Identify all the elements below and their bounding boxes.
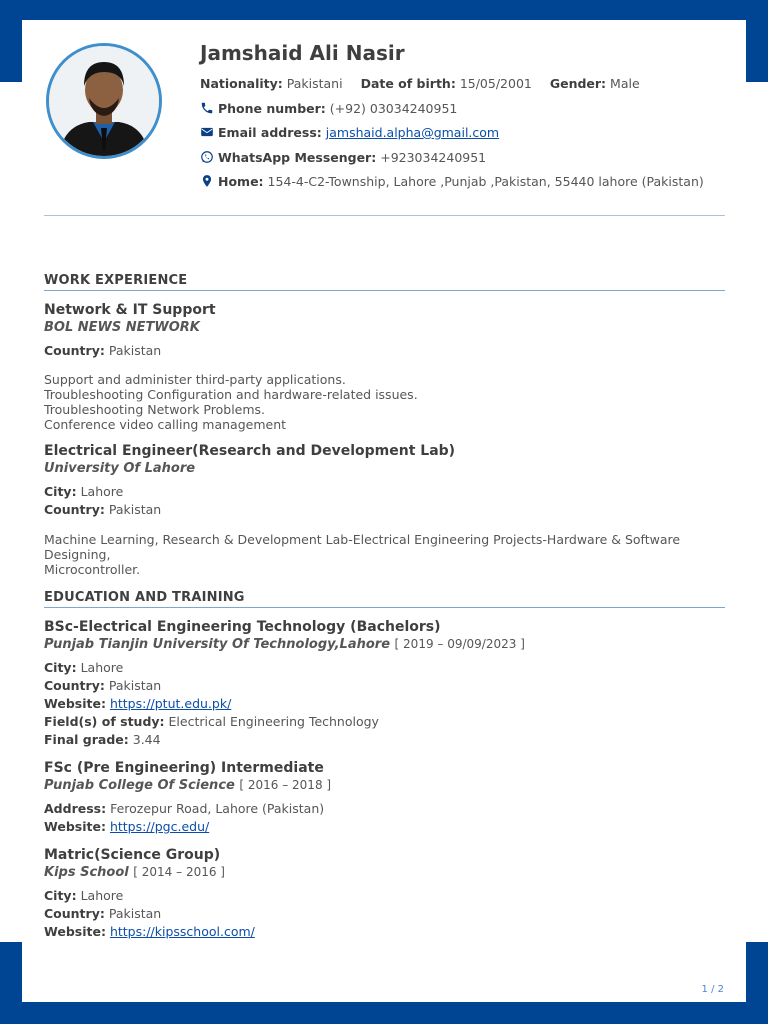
country-label: Country: [44,906,105,921]
job-description-line: Conference video calling management [44,417,287,432]
job-title: Network & IT Support [44,302,216,318]
website-link[interactable]: https://pgc.edu/ [109,819,210,834]
institution-name: Kips School [44,865,129,880]
work-experience-heading: WORK EXPERIENCE [44,272,725,291]
phone-line [200,97,740,122]
candidate-name: Jamshaid Ali Nasir [200,41,405,65]
field-label: Field(s) of study: [44,714,165,729]
grade-label: Final grade: [44,732,129,747]
education-entry [44,618,725,749]
dob-label: Date of birth: [360,76,456,91]
country-label: Country: [44,343,105,358]
email-link[interactable]: jamshaid.alpha@gmail.com [325,125,500,140]
country-label: Country: [44,502,105,517]
edu-country [44,905,725,923]
institution-name: Punjab College Of Science [44,778,235,793]
email-label: Email address: [218,125,322,140]
envelope-icon [200,123,214,137]
location-pin-icon [200,172,214,186]
job-description [44,372,725,432]
phone-label: Phone number: [218,100,326,116]
job-description-line: Troubleshooting Configuration and hardware-related issues. [44,387,418,402]
institution [44,777,725,794]
job-title: Electrical Engineer(Research and Development Lab) [44,443,456,459]
job-entry [44,301,725,432]
personal-details-line [200,72,740,97]
job-country [44,342,725,360]
education-heading: EDUCATION AND TRAINING [44,589,725,608]
website-label: Website: [44,819,106,834]
email-line [200,121,740,146]
degree-title: BSc-Electrical Engineering Technology (Bachelors) [44,619,441,635]
edu-website [44,923,725,941]
city-value: Lahore [80,888,124,903]
home-value: 154-4-C2-Township, Lahore ,Punjab ,Pakistan, 55440 lahore (Pakistan) [267,174,704,189]
country-label: Country: [44,678,105,693]
country-value: Pakistan [108,678,162,693]
education-entry [44,846,725,941]
job-country [44,501,725,519]
education-entry [44,759,725,836]
job-city [44,483,725,501]
frame-bottom-bar [0,1002,768,1024]
frame-left-top [0,0,22,82]
job-employer: University Of Lahore [44,461,196,476]
city-label: City: [44,660,77,675]
field-value: Electrical Engineering Technology [168,714,379,729]
website-label: Website: [44,696,106,711]
personal-info [200,40,740,195]
phone-value: (+92) 03034240951 [329,100,458,116]
whatsapp-line [200,146,740,171]
cv-content [44,272,725,941]
edu-final-grade [44,731,725,749]
frame-right-bottom [746,942,768,1024]
home-label: Home: [218,174,264,189]
job-description-line: Troubleshooting Network Problems. [44,402,266,417]
home-line [200,170,740,195]
grade-value: 3.44 [132,732,161,747]
address-value: Ferozepur Road, Lahore (Pakistan) [110,801,325,816]
edu-country [44,677,725,695]
nationality-value: Pakistani [286,76,343,91]
cv-page [22,20,746,1002]
phone-icon [200,99,214,113]
dob-value: 15/05/2001 [459,76,532,91]
frame-left-bottom [0,942,22,1024]
institution-name: Punjab Tianjin University Of Technology,Lahore [44,637,391,652]
header-divider [44,215,725,216]
edu-field-of-study [44,713,725,731]
page-number: 1 / 2 [701,984,724,995]
edu-address [44,800,725,818]
institution [44,864,725,881]
job-description [44,532,725,577]
gender-value: Male [610,76,640,91]
frame-right-top [746,0,768,82]
edu-city [44,887,725,905]
website-link[interactable]: https://kipsschool.com/ [109,924,255,939]
city-label: City: [44,484,77,499]
edu-website [44,818,725,836]
city-label: City: [44,888,77,903]
gender-label: Gender: [549,76,607,91]
degree-title: FSc (Pre Engineering) Intermediate [44,760,324,776]
frame-top-bar [0,0,768,20]
website-link[interactable]: https://ptut.edu.pk/ [109,696,232,711]
whatsapp-value: +923034240951 [380,149,487,165]
country-value: Pakistan [108,502,162,517]
whatsapp-icon [200,148,214,162]
profile-photo-illustration [49,46,159,156]
country-value: Pakistan [108,343,162,358]
city-value: Lahore [80,660,124,675]
job-description-line: Microcontroller. [44,562,141,577]
address-label: Address: [44,801,107,816]
study-dates: [ 2016 – 2018 ] [239,778,332,792]
job-description-line: Support and administer third-party applications. [44,372,346,387]
job-entry [44,442,725,577]
profile-photo [46,43,162,159]
job-employer: BOL NEWS NETWORK [44,320,200,335]
study-dates: [ 2014 – 2016 ] [133,865,225,879]
edu-website [44,695,725,713]
city-value: Lahore [80,484,124,499]
institution [44,636,725,653]
website-label: Website: [44,924,106,939]
edu-city [44,659,725,677]
job-description-line: Machine Learning, Research & Development Lab-Electrical Engineering Projects-Hardware & Software Designing, [44,532,681,562]
whatsapp-label: WhatsApp Messenger: [218,149,377,165]
study-dates: [ 2019 – 09/09/2023 ] [394,637,525,651]
degree-title: Matric(Science Group) [44,847,221,863]
nationality-label: Nationality: [200,76,283,91]
country-value: Pakistan [108,906,162,921]
